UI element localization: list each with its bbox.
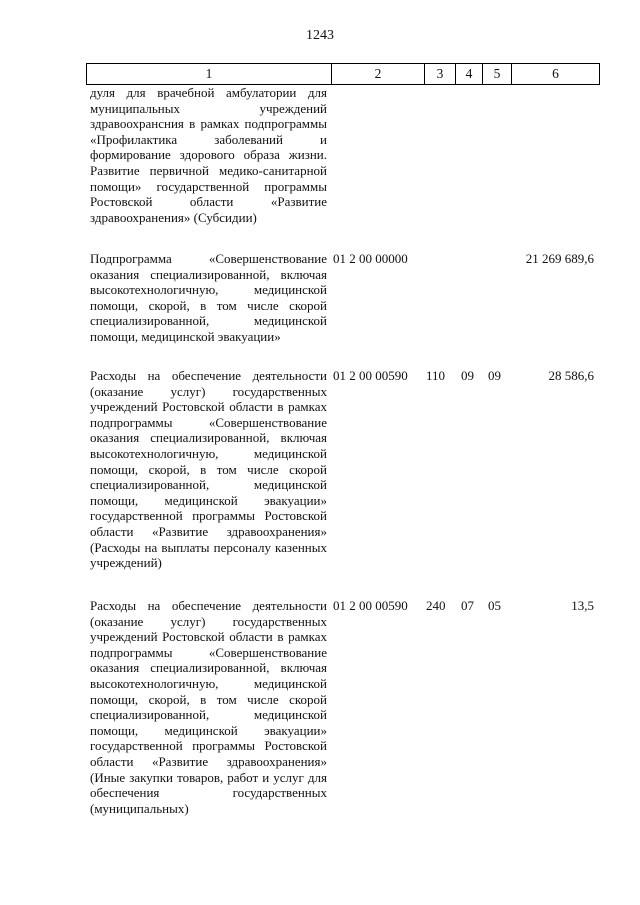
row-amount: 28 586,6: [548, 368, 594, 383]
page-number: 1243: [306, 28, 334, 43]
column-header-5: 5: [483, 64, 512, 85]
row-target-code: 01 2 00 00590: [333, 598, 408, 613]
row-subsection: 09: [488, 368, 501, 383]
row-section: 09: [461, 368, 474, 383]
column-header-table: [86, 63, 600, 85]
column-header-row: [87, 64, 600, 85]
row-description: дуля для врачебной амбулатории для муниципальных учреждений здравоохрансния в рамках подпрограммы «Профилактика заболеваний и формирование здорового образа жизни. Развитие первичной медико-санитарной помощи» государственной программы Ростовской области «Развитие здравоохранения» (Субсидии): [90, 85, 327, 225]
row-subsection: 05: [488, 598, 501, 613]
row-expense-type: 110: [426, 368, 446, 383]
row-amount: 21 269 689,6: [525, 251, 594, 266]
row-description: Подпрограмма «Совершенствование оказания специализированной, включая высокотехнологичную, медицинской помощи, скорой, в том числе скорой специализированной, медицинской помощи, медицинской эвакуации»: [90, 251, 327, 344]
row-target-code: 01 2 00 00590: [333, 368, 408, 383]
row-expense-type: 240: [426, 598, 446, 613]
column-header-1: 1: [87, 64, 332, 85]
column-header-2: 2: [332, 64, 425, 85]
row-target-code: 01 2 00 00000: [333, 251, 408, 266]
row-amount: 13,5: [571, 598, 594, 613]
row-description: Расходы на обеспечение деятельности (оказание услуг) государственных учреждений Ростовской области в рамках подпрограммы «Совершенствование оказания специализированной, включая высокотехнологичную, медицинской помощи, скорой, в том числе скорой специализированной, медицинской помощи, медицинской эвакуации» государственной программы Ростовской области «Развитие здравоохранения» (Иные закупки товаров, работ и услуг для обеспечения государственных (муниципальных): [90, 598, 327, 816]
column-header-3: 3: [425, 64, 456, 85]
column-header-4: 4: [456, 64, 483, 85]
column-header-6: 6: [512, 64, 600, 85]
row-section: 07: [461, 598, 474, 613]
row-description: Расходы на обеспечение деятельности (оказание услуг) государственных учреждений Ростовской области в рамках подпрограммы «Совершенствование оказания специализированной, включая высокотехнологичную, медицинской помощи, скорой, в том числе скорой специализированной, медицинской помощи, медицинской эвакуации» государственной программы Ростовской области «Развитие здравоохранения» (Расходы на выплаты персоналу казенных учреждений): [90, 368, 327, 571]
